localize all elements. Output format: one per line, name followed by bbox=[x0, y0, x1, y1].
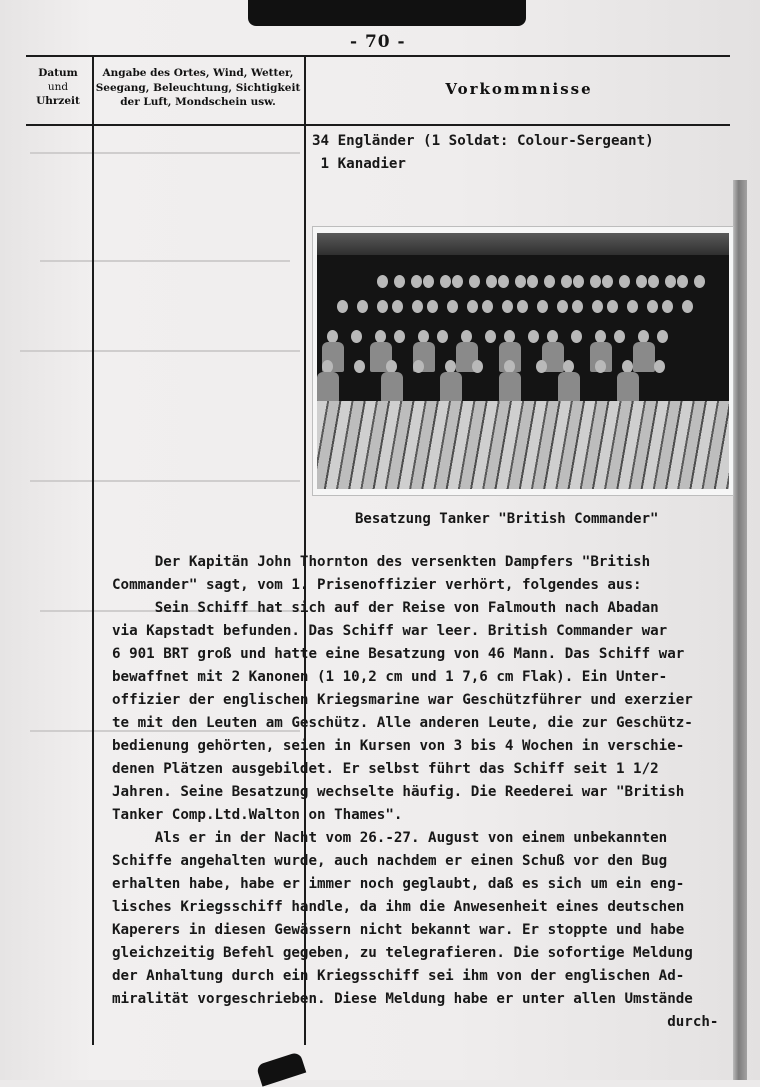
photo-person bbox=[657, 330, 668, 343]
body-line: Sein Schiff hat sich auf der Reise von Falmouth nach Abadan bbox=[112, 600, 659, 616]
body-line: miralität vorgeschrieben. Diese Meldung habe er unter allen Umstände bbox=[112, 991, 693, 1007]
photo-person bbox=[636, 275, 647, 288]
binder-tab bbox=[248, 0, 526, 26]
photo-person bbox=[394, 275, 405, 288]
photo-person bbox=[485, 330, 496, 343]
photo-person bbox=[354, 360, 365, 373]
photo-person bbox=[377, 275, 388, 288]
photo-person bbox=[528, 330, 539, 343]
body-line: Tanker Comp.Ltd.Walton on Thames". bbox=[112, 807, 403, 823]
body-line: Commander" sagt, vom 1. Prisenoffizier verhört, folgendes aus: bbox=[112, 577, 642, 593]
photo-person bbox=[648, 275, 659, 288]
column-divider-1 bbox=[92, 55, 94, 1045]
header-events: Vorkommnisse bbox=[445, 80, 593, 98]
body-line: erhalten habe, habe er immer noch geglaubt, daß es sich um ein eng- bbox=[112, 876, 685, 892]
body-line: lisches Kriegsschiff handle, da ihm die Anwesenheit eines deutschen bbox=[112, 899, 685, 915]
photo-image bbox=[317, 233, 729, 489]
photo-person bbox=[427, 300, 438, 313]
body-line: gleichzeitig Befehl gegeben, zu telegrafieren. Die sofortige Meldung bbox=[112, 945, 693, 961]
body-line: Der Kapitän John Thornton des versenkten Dampfers "British bbox=[112, 554, 651, 570]
intro-line: 1 Kanadier bbox=[312, 156, 406, 172]
photo-person bbox=[677, 275, 688, 288]
header-date-time bbox=[26, 66, 90, 108]
body-line: 6 901 BRT groß und hatte eine Besatzung von 46 Mann. Das Schiff war bbox=[112, 646, 685, 662]
header-line: Datum bbox=[38, 67, 78, 79]
photo-caption: Besatzung Tanker "British Commander" bbox=[355, 511, 659, 527]
photo-person bbox=[381, 372, 403, 402]
photo-person bbox=[527, 275, 538, 288]
photo-person bbox=[602, 275, 613, 288]
header-location-weather bbox=[94, 66, 302, 110]
body-line: denen Plätzen ausgebildet. Er selbst führt das Schiff seit 1 1/2 bbox=[112, 761, 659, 777]
photo-person bbox=[517, 300, 528, 313]
crew-photograph bbox=[313, 227, 733, 495]
bleed-through-mark bbox=[40, 260, 290, 262]
photo-person bbox=[607, 300, 618, 313]
photo-person bbox=[394, 330, 405, 343]
body-line: der Anhaltung durch ein Kriegsschiff sei ihm von der englischen Ad- bbox=[112, 968, 685, 984]
photo-person bbox=[486, 275, 497, 288]
body-line: bewaffnet mit 2 Kanonen (1 10,2 cm und 1 7,6 cm Flak). Ein Unter- bbox=[112, 669, 668, 685]
body-line: Jahren. Seine Besatzung wechselte häufig. Die Reederei war "British bbox=[112, 784, 685, 800]
photo-person bbox=[627, 300, 638, 313]
table-top-rule bbox=[26, 55, 730, 57]
page-number: - 70 - bbox=[350, 32, 406, 52]
intro-line: 34 Engländer (1 Soldat: Colour-Sergeant) bbox=[312, 133, 654, 149]
photo-person bbox=[558, 372, 580, 402]
body-line: te mit den Leuten am Geschütz. Alle anderen Leute, die zur Geschütz- bbox=[112, 715, 693, 731]
photo-person bbox=[337, 300, 348, 313]
body-line: bedienung gehörten, seien in Kursen von 3 bis 4 Wochen in verschie- bbox=[112, 738, 685, 754]
photo-person bbox=[502, 300, 513, 313]
body-line: via Kapstadt befunden. Das Schiff war leer. British Commander war bbox=[112, 623, 668, 639]
photo-person bbox=[544, 275, 555, 288]
photo-person bbox=[515, 275, 526, 288]
header-line: Uhrzeit bbox=[36, 95, 80, 107]
photo-person bbox=[440, 372, 462, 402]
photo-person bbox=[447, 300, 458, 313]
photo-person bbox=[537, 300, 548, 313]
photo-person bbox=[392, 300, 403, 313]
photo-person bbox=[571, 330, 582, 343]
bleed-through-mark bbox=[30, 152, 300, 154]
photo-person bbox=[590, 275, 601, 288]
photo-person bbox=[595, 360, 606, 373]
photo-person bbox=[633, 342, 655, 372]
photo-person bbox=[377, 300, 388, 313]
photo-person bbox=[411, 275, 422, 288]
photo-person bbox=[499, 372, 521, 402]
photo-person bbox=[617, 372, 639, 402]
photo-person bbox=[317, 372, 339, 402]
photo-person bbox=[647, 300, 658, 313]
bleed-through-mark bbox=[20, 350, 300, 352]
photo-person bbox=[694, 275, 705, 288]
photo-person bbox=[469, 275, 480, 288]
photo-person bbox=[351, 330, 362, 343]
photo-person bbox=[654, 360, 665, 373]
photo-person bbox=[573, 275, 584, 288]
bleed-through-mark bbox=[30, 480, 300, 482]
photo-person bbox=[665, 275, 676, 288]
photo-person bbox=[682, 300, 693, 313]
body-line: Schiffe angehalten wurde, auch nachdem er einen Schuß vor den Bug bbox=[112, 853, 668, 869]
header-line: und bbox=[47, 81, 69, 93]
body-line: Als er in der Nacht vom 26.-27. August von einem unbekannten bbox=[112, 830, 668, 846]
header-line: Seegang, Beleuchtung, Sichtigkeit bbox=[95, 81, 301, 94]
photo-person bbox=[440, 275, 451, 288]
body-line: offizier der englischen Kriegsmarine war Geschützführer und exerzier bbox=[112, 692, 693, 708]
photo-person bbox=[614, 330, 625, 343]
photo-person bbox=[619, 275, 630, 288]
photo-person bbox=[452, 275, 463, 288]
photo-person bbox=[413, 360, 424, 373]
photo-person bbox=[536, 360, 547, 373]
body-line: durch- bbox=[112, 1014, 719, 1030]
body-line: Kaperers in diesen Gewässern nicht bekannt war. Er stoppte und habe bbox=[112, 922, 685, 938]
header-line: der Luft, Mondschein usw. bbox=[120, 96, 276, 108]
photo-person bbox=[572, 300, 583, 313]
photo-person bbox=[662, 300, 673, 313]
body-text bbox=[112, 551, 752, 1034]
table-header-rule bbox=[26, 124, 730, 126]
photo-person bbox=[561, 275, 572, 288]
photo-person bbox=[557, 300, 568, 313]
photo-person bbox=[467, 300, 478, 313]
photo-person bbox=[472, 360, 483, 373]
photo-person bbox=[437, 330, 448, 343]
photo-person bbox=[357, 300, 368, 313]
header-line: Angabe des Ortes, Wind, Wetter, bbox=[102, 67, 294, 79]
photo-person bbox=[482, 300, 493, 313]
photo-person bbox=[498, 275, 509, 288]
photo-person bbox=[592, 300, 603, 313]
photo-person bbox=[412, 300, 423, 313]
photo-person bbox=[423, 275, 434, 288]
